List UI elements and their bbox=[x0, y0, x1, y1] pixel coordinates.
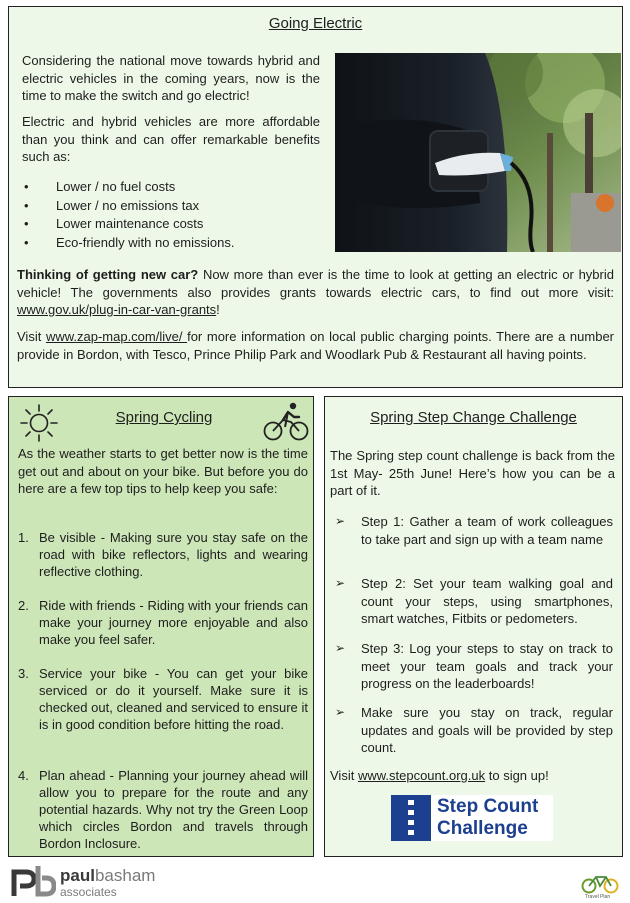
cycling-tip bbox=[18, 597, 308, 648]
arrow-bullet-icon: ➢ bbox=[335, 705, 346, 719]
tip-number: 3. bbox=[18, 666, 29, 681]
cycling-tip bbox=[18, 529, 308, 580]
zap-map-link[interactable]: www.zap-map.com/live/ bbox=[45, 329, 188, 344]
visit-text: Visit bbox=[17, 329, 46, 344]
step-item bbox=[335, 575, 613, 628]
logo-mark bbox=[391, 795, 431, 841]
step-count-challenge-logo bbox=[391, 795, 553, 841]
new-car-text: Now more than ever is the time to look at getting an electric or hybrid vehicle! The governments also provides grants towards electric cars, to find out more visit: bbox=[17, 267, 614, 300]
step-text: Step 1: Gather a team of work colleagues to take part and sign up with a team name bbox=[361, 514, 613, 547]
tip-number: 2. bbox=[18, 598, 29, 613]
signup-text: to sign up! bbox=[485, 768, 549, 783]
cyclist-icon bbox=[263, 400, 309, 442]
new-car-paragraph bbox=[17, 266, 614, 319]
charging-paragraph bbox=[17, 328, 614, 363]
spring-cycling-panel bbox=[8, 396, 314, 857]
spring-cycling-title: Spring Cycling bbox=[115, 409, 213, 426]
grants-end: ! bbox=[216, 302, 220, 317]
benefit-item: • Lower maintenance costs bbox=[24, 216, 314, 235]
logo-line-1: Step Count bbox=[437, 796, 539, 817]
tip-text: Service your bike - You can get your bike serviced or do it yourself. Make sure it is checked out, cleaned and serviced to ensure it is in good condition before hitting the road. bbox=[39, 666, 308, 732]
step-item bbox=[335, 704, 613, 757]
step-text: Step 3: Log your steps to stay on track to meet your team goals and track your progress on the leaderboards! bbox=[361, 641, 613, 691]
bicycle-icon bbox=[581, 872, 619, 894]
stepcount-signup bbox=[330, 767, 615, 785]
benefit-item: • Eco-friendly with no emissions. bbox=[24, 235, 314, 254]
company-name bbox=[60, 866, 155, 886]
going-electric-panel bbox=[8, 6, 623, 388]
tip-number: 4. bbox=[18, 768, 29, 783]
step-challenge-panel bbox=[324, 396, 623, 857]
logo-line-2: Challenge bbox=[437, 818, 528, 839]
tip-text: Plan ahead - Planning your journey ahead will allow you to prepare for the route and any potential hazards. Why not try the Green Loop which circles Bordon and travels through Bordon Inclosure. bbox=[39, 768, 308, 851]
visit-text: Visit bbox=[330, 768, 358, 783]
arrow-bullet-icon: ➢ bbox=[335, 641, 346, 655]
stepcount-link[interactable]: www.stepcount.org.uk bbox=[357, 768, 486, 783]
step-text: Step 2: Set your team walking goal and count your steps, using smartphones, smart watches, Fitbits or pedometers. bbox=[361, 576, 613, 626]
charging-text: for more information on local public charging points. There are a number provide in Bordon, with Tesco, Prince Philip Park and Woodlark Pub & Restaurant all having points. bbox=[17, 329, 615, 362]
benefit-item: • Lower / no emissions tax bbox=[24, 198, 314, 217]
company-name-part-1: paul bbox=[60, 866, 95, 885]
cycling-tip bbox=[18, 767, 308, 852]
cycling-tip bbox=[18, 665, 308, 733]
tip-number: 1. bbox=[18, 530, 29, 545]
company-name-part-2: basham bbox=[94, 866, 156, 885]
benefit-item: • Lower / no fuel costs bbox=[24, 179, 314, 198]
grants-link[interactable]: www.gov.uk/plug-in-car-van-grants bbox=[17, 302, 217, 317]
going-electric-intro-1: Considering the national move towards hybrid and electric vehicles in the coming years, now is the time to make the switch and go electric! bbox=[22, 53, 320, 103]
tip-text: Be visible - Making sure you stay safe on the road with bike reflectors, lights and wearing reflective clothing. bbox=[39, 530, 308, 579]
pb-monogram-icon bbox=[10, 864, 56, 898]
cycling-intro: As the weather starts to get better now is the time get out and about on your bike. But before you do here are a few top tips to help keep you safe: bbox=[18, 446, 308, 496]
step-challenge-intro: The Spring step count challenge is back from the 1st May- 25th June! Here’s how you can be a part of it. bbox=[330, 448, 615, 498]
step-text: Make sure you stay on track, regular updates and goals will be provided by step count. bbox=[361, 705, 613, 755]
benefits-list bbox=[24, 179, 314, 253]
arrow-bullet-icon: ➢ bbox=[335, 514, 346, 528]
ev-charging-photo bbox=[335, 53, 621, 252]
sun-icon bbox=[19, 403, 59, 443]
going-electric-title: Going Electric bbox=[268, 15, 363, 32]
company-tagline: associates bbox=[60, 885, 117, 899]
step-challenge-title: Spring Step Change Challenge bbox=[370, 409, 577, 426]
arrow-bullet-icon: ➢ bbox=[335, 576, 346, 590]
new-car-heading: Thinking of getting new car? bbox=[17, 267, 199, 282]
travel-plan-caption: Travel Plan bbox=[585, 894, 611, 900]
step-item bbox=[335, 640, 613, 693]
going-electric-intro-2: Electric and hybrid vehicles are more affordable than you think and can offer remarkable benefits such as: bbox=[22, 114, 320, 164]
step-item bbox=[335, 513, 613, 548]
tip-text: Ride with friends - Riding with your friends can make your journey more enjoyable and also make you feel safer. bbox=[39, 598, 308, 647]
